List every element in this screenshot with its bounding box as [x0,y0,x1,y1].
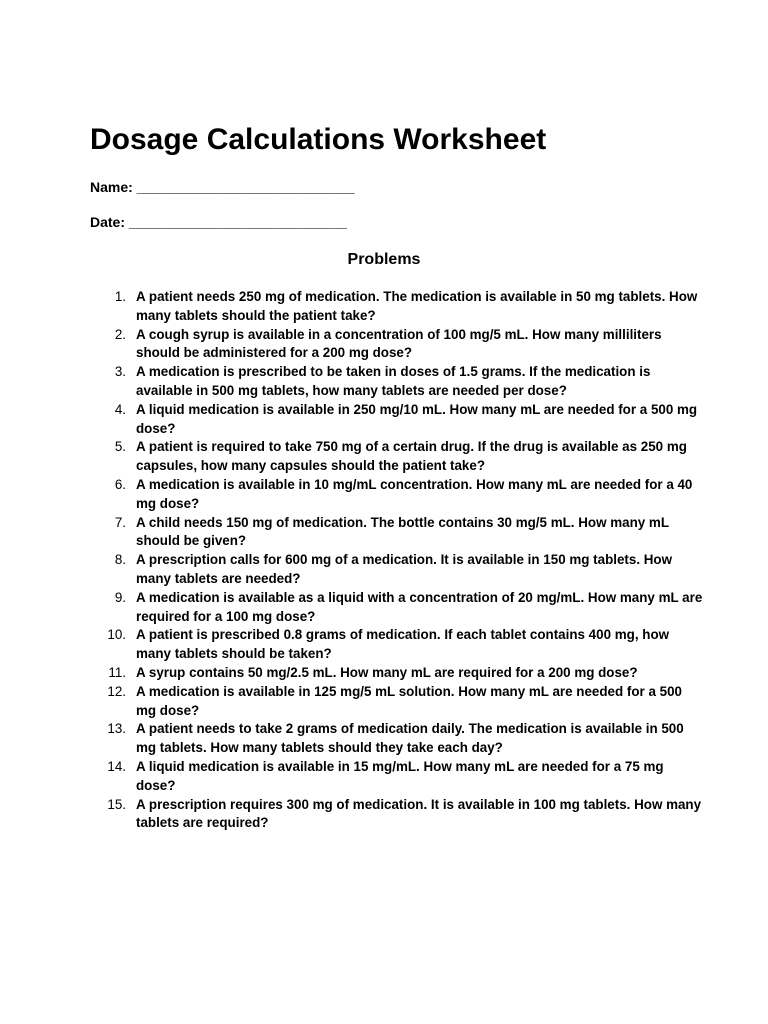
problem-item [104,326,704,364]
problem-item [104,589,704,627]
problem-item [104,288,704,326]
problem-number: 7. [114,514,126,530]
problem-item [104,626,704,664]
problem-text: A syrup contains 50 mg/2.5 mL. How many mL are required for a 200 mg dose? [136,664,638,680]
problem-item [104,438,704,476]
problems-heading: Problems [347,251,421,268]
problem-number: 2. [114,326,126,342]
problem-text: A medication is available as a liquid with a concentration of 20 mg/mL. How many mL are required for a 100 mg dose? [136,589,703,624]
problem-number: 10. [107,627,126,643]
problem-text: A patient is required to take 750 mg of a certain drug. If the drug is available as 250 mg capsules, how many capsules should the patient take? [136,439,687,474]
problem-text: A prescription requires 300 mg of medication. It is available in 100 mg tablets. How many tablets are required? [136,796,702,831]
problem-item [104,720,704,758]
problem-item [104,476,704,514]
problem-number: 3. [114,364,126,380]
problem-text: A liquid medication is available in 15 mg/mL. How many mL are needed for a 75 mg dose? [136,758,664,793]
problem-number: 12. [107,683,126,699]
problem-number: 5. [114,439,126,455]
problem-item [104,363,704,401]
date-field: Date: ____________________________ [90,214,347,230]
problem-text: A cough syrup is available in a concentration of 100 mg/5 mL. How many milliliters should be administered for a 200 mg dose? [136,326,662,361]
problem-text: A medication is prescribed to be taken in doses of 1.5 grams. If the medication is available in 500 mg tablets, how many tablets are needed per dose? [136,364,651,398]
problem-number: 8. [114,552,126,568]
problem-number: 14. [107,758,126,774]
problem-item [104,664,704,683]
page-title: Dosage Calculations Worksheet [90,123,547,156]
problem-number: 6. [114,476,126,492]
problem-text: A child needs 150 mg of medication. The bottle contains 30 mg/5 mL. How many mL should be given? [136,514,669,549]
problem-text: A medication is available in 10 mg/mL concentration. How many mL are needed for a 40 mg dose? [136,476,693,511]
problem-number: 9. [114,589,126,605]
problem-number: 11. [108,664,126,680]
problem-text: A liquid medication is available in 250 mg/10 mL. How many mL are needed for a 500 mg dose? [136,401,698,436]
problem-number: 4. [114,401,126,417]
problem-text: A patient needs 250 mg of medication. The medication is available in 50 mg tablets. How many tablets should the patient take? [136,289,698,323]
problem-item [104,551,704,589]
problem-number: 1. [114,289,126,304]
problem-item [104,796,704,834]
problem-item [104,758,704,796]
problem-text: A prescription calls for 600 mg of a medication. It is available in 150 mg tablets. How many tablets are needed? [136,552,673,586]
problem-item [104,401,704,439]
problem-number: 15. [107,796,126,812]
problem-text: A medication is available in 125 mg/5 mL solution. How many mL are needed for a 500 mg dose? [136,683,682,718]
problem-list [104,288,704,833]
problem-number: 13. [107,721,126,737]
problem-item [104,683,704,721]
problem-text: A patient needs to take 2 grams of medication daily. The medication is available in 500 mg tablets. How many tablets should they take each day? [136,721,684,756]
problem-text: A patient is prescribed 0.8 grams of medication. If each tablet contains 400 mg, how many tablets should be taken? [136,627,670,662]
name-field: Name: ____________________________ [90,179,355,195]
problem-item [104,514,704,552]
